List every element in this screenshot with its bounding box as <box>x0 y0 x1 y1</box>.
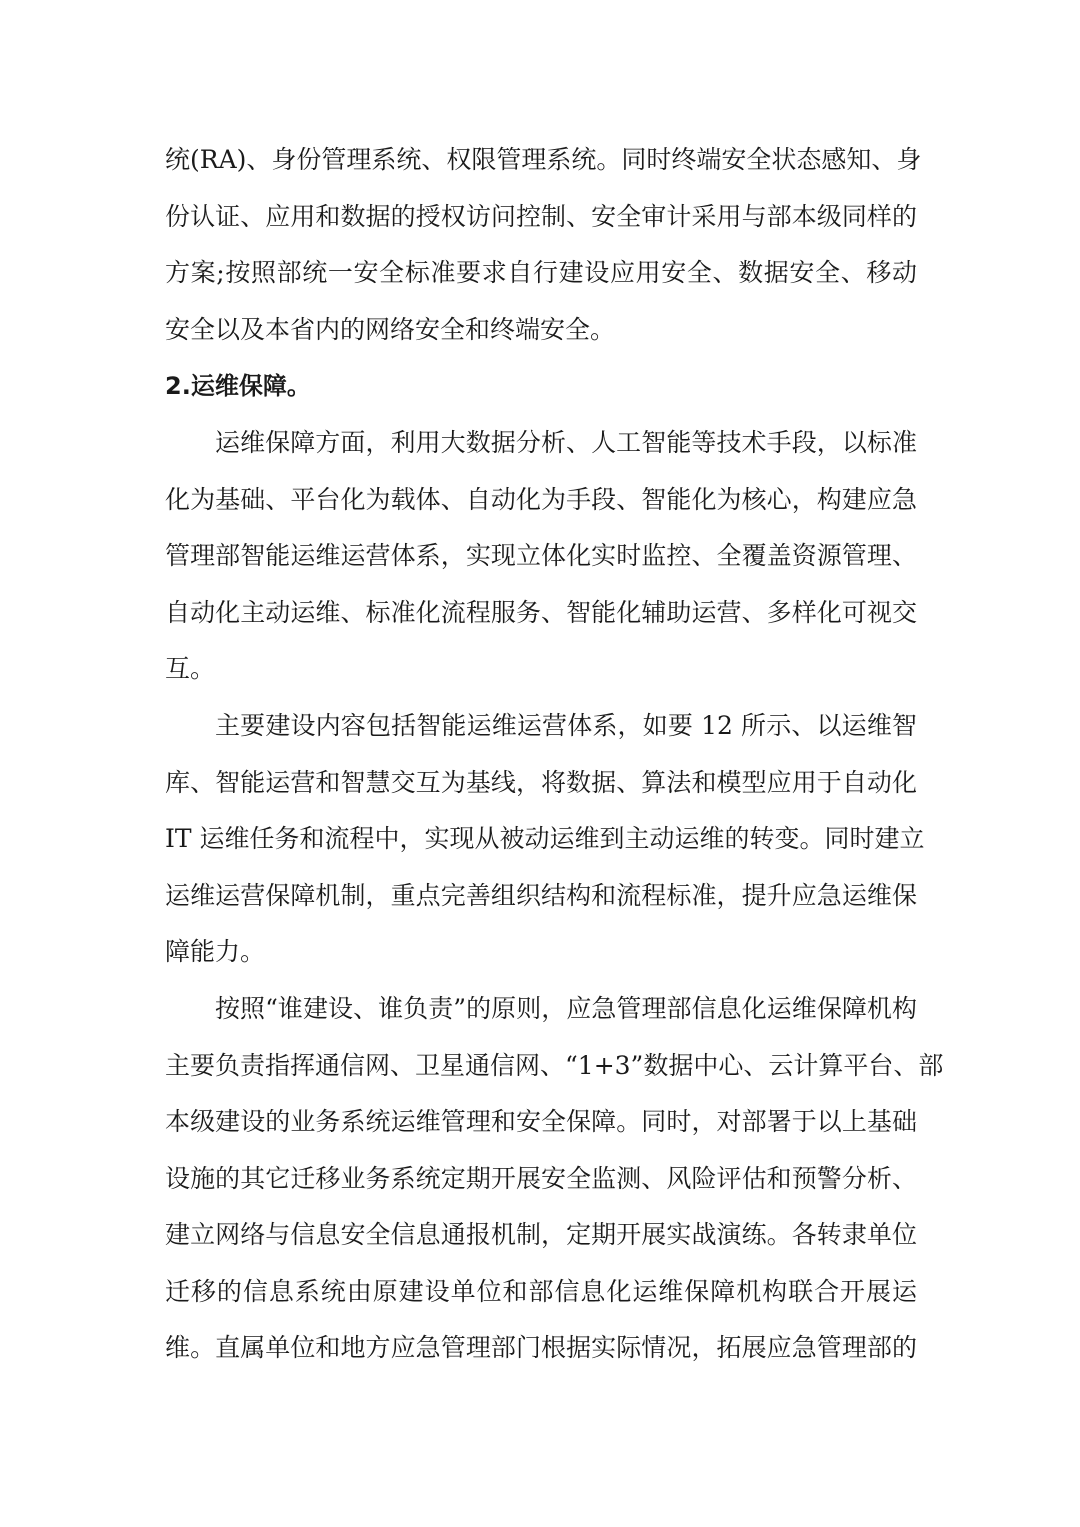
text-line: 障能力。 <box>165 937 266 967</box>
heading-text: 2.运维保障。 <box>165 372 311 401</box>
text-line: 方案;按照部统一安全标准要求自行建设应用安全、数据安全、移动 <box>165 258 917 288</box>
text-line: 运维运营保障机制，重点完善组织结构和流程标准，提升应急运维保 <box>165 880 917 910</box>
paragraph-continuation <box>165 136 922 362</box>
text-line: 建立网络与信息安全信息通报机制，定期开展实战演练。各转隶单位 <box>165 1220 917 1250</box>
text-line: 安全以及本省内的网络安全和终端安全。 <box>165 314 616 344</box>
text-line: 统(RA)、身份管理系统、权限管理系统。同时终端安全状态感知、身 <box>165 145 922 174</box>
text-line: 设施的其它迁移业务系统定期开展安全监测、风险评估和预警分析、 <box>165 1163 917 1193</box>
text-line: 管理部智能运维运营体系，实现立体化实时监控、全覆盖资源管理、 <box>165 541 917 571</box>
text-line: 主要负责指挥通信网、卫星通信网、“1+3”数据中心、云计算平台、部 <box>165 1050 944 1080</box>
text-line: 份认证、应用和数据的授权访问控制、安全审计采用与部本级同样的 <box>165 201 917 231</box>
text-line: 主要建设内容包括智能运维运营体系，如要 12 所示、以运维智 <box>215 710 917 740</box>
text-line: 库、智能运营和智慧交互为基线，将数据、算法和模型应用于自动化 <box>165 767 917 797</box>
text-line: 化为基础、平台化为载体、自动化为手段、智能化为核心，构建应急 <box>165 484 917 514</box>
text-line: 互。 <box>165 654 216 684</box>
text-line: 自动化主动运维、标准化流程服务、智能化辅助运营、多样化可视交 <box>165 597 917 627</box>
text-line: 本级建设的业务系统运维管理和安全保障。同时，对部署于以上基础 <box>165 1107 917 1137</box>
document-body <box>165 136 944 1381</box>
text-line: 按照“谁建设、谁负责”的原则，应急管理部信息化运维保障机构 <box>215 993 917 1023</box>
section-heading <box>165 362 917 419</box>
text-line: 维。直属单位和地方应急管理部门根据实际情况，拓展应急管理部的 <box>165 1333 917 1363</box>
text-line: 迁移的信息系统由原建设单位和部信息化运维保障机构联合开展运 <box>165 1276 917 1306</box>
text-line: 运维保障方面，利用大数据分析、人工智能等技术手段，以标准 <box>215 427 917 457</box>
paragraph-construction-content <box>165 702 925 985</box>
paragraph-ops-overview <box>165 419 917 702</box>
paragraph-responsibility <box>165 985 944 1381</box>
text-line: IT 运维任务和流程中，实现从被动运维到主动运维的转变。同时建立 <box>165 824 925 854</box>
